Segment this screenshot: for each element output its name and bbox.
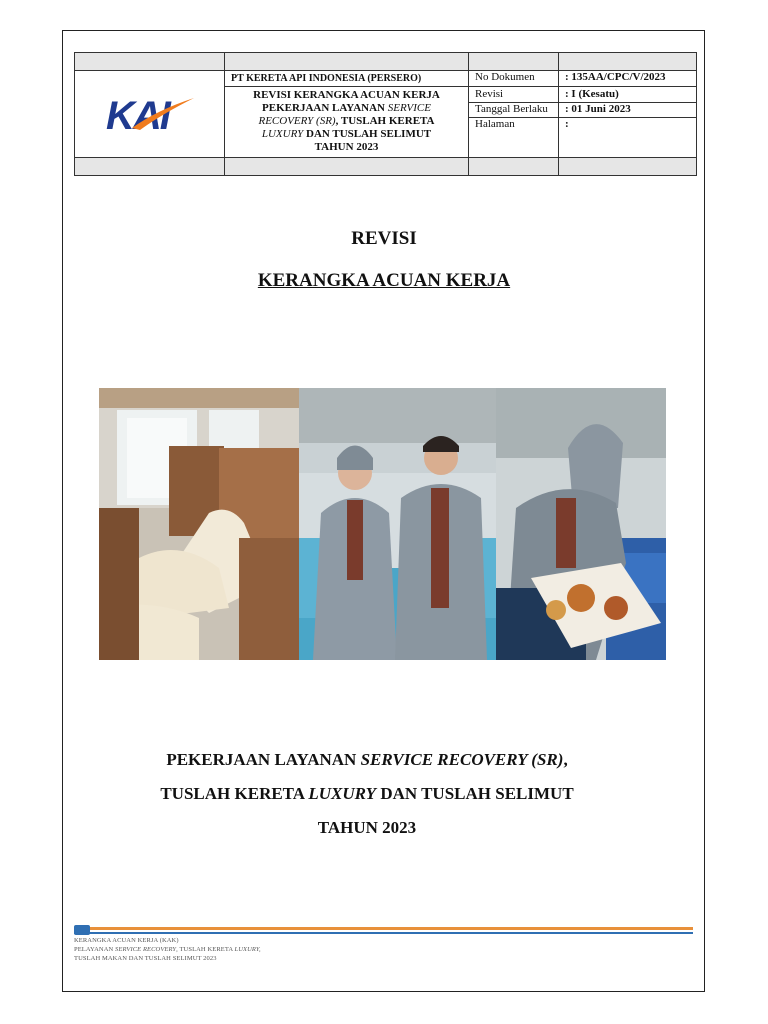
field-label-tanggal: Tanggal Berlaku bbox=[475, 103, 548, 115]
document-header-table bbox=[74, 52, 697, 176]
footer-line-1: KERANGKA ACUAN KERJA (KAK) bbox=[74, 937, 179, 944]
divider bbox=[468, 53, 469, 175]
subtitle-line-2: TUSLAH KERETA LUXURY DAN TUSLAH SELIMUT bbox=[160, 784, 574, 803]
divider bbox=[558, 53, 559, 175]
footer-blue-tab bbox=[74, 925, 90, 935]
field-label-no-dokumen: No Dokumen bbox=[475, 71, 535, 83]
main-title-kak: KERANGKA ACUAN KERJA bbox=[257, 270, 511, 291]
title-line: REVISI KERANGKA ACUAN KERJA bbox=[253, 89, 440, 101]
kai-logo bbox=[75, 70, 224, 158]
main-title-revisi: REVISI bbox=[351, 228, 417, 249]
subtitle-line-3: TAHUN 2023 bbox=[317, 818, 417, 837]
footer-line-2: PELAYANAN SERVICE RECOVERY, TUSLAH KERETA LUXURY, bbox=[74, 946, 261, 953]
photo-attendant-menu bbox=[496, 388, 666, 660]
field-label-revisi: Revisi bbox=[475, 88, 504, 100]
divider bbox=[469, 86, 697, 87]
field-value-no-dokumen: : 135AA/CPC/V/2023 bbox=[565, 71, 666, 83]
title-line: TAHUN 2023 bbox=[314, 141, 379, 153]
company-name: PT KERETA API INDONESIA (PERSERO) bbox=[231, 72, 422, 84]
subtitle-line-1: PEKERJAAN LAYANAN SERVICE RECOVERY (SR), bbox=[166, 750, 568, 769]
field-value-halaman: : bbox=[565, 118, 569, 130]
footer-line-3: TUSLAH MAKAN DAN TUSLAH SELIMUT 2023 bbox=[74, 955, 217, 962]
field-value-tanggal: : 01 Juni 2023 bbox=[565, 103, 631, 115]
photo-luxury-seats bbox=[99, 388, 299, 660]
document-title bbox=[225, 87, 468, 157]
kai-logo-icon bbox=[102, 92, 198, 136]
header-bottom-band bbox=[75, 157, 696, 175]
field-label-halaman: Halaman bbox=[475, 118, 515, 130]
photo-attendants bbox=[299, 388, 496, 660]
kai-logo-text: KAI bbox=[105, 94, 169, 136]
header-top-band bbox=[75, 53, 696, 71]
field-value-revisi: : I (Kesatu) bbox=[565, 88, 619, 100]
title-line: PEKERJAAN LAYANAN SERVICE bbox=[262, 102, 431, 114]
footer-orange-rule bbox=[74, 927, 693, 930]
title-line: RECOVERY (SR), TUSLAH KERETA bbox=[258, 115, 435, 127]
title-line: LUXURY DAN TUSLAH SELIMUT bbox=[261, 128, 432, 140]
footer-blue-rule bbox=[74, 932, 693, 934]
